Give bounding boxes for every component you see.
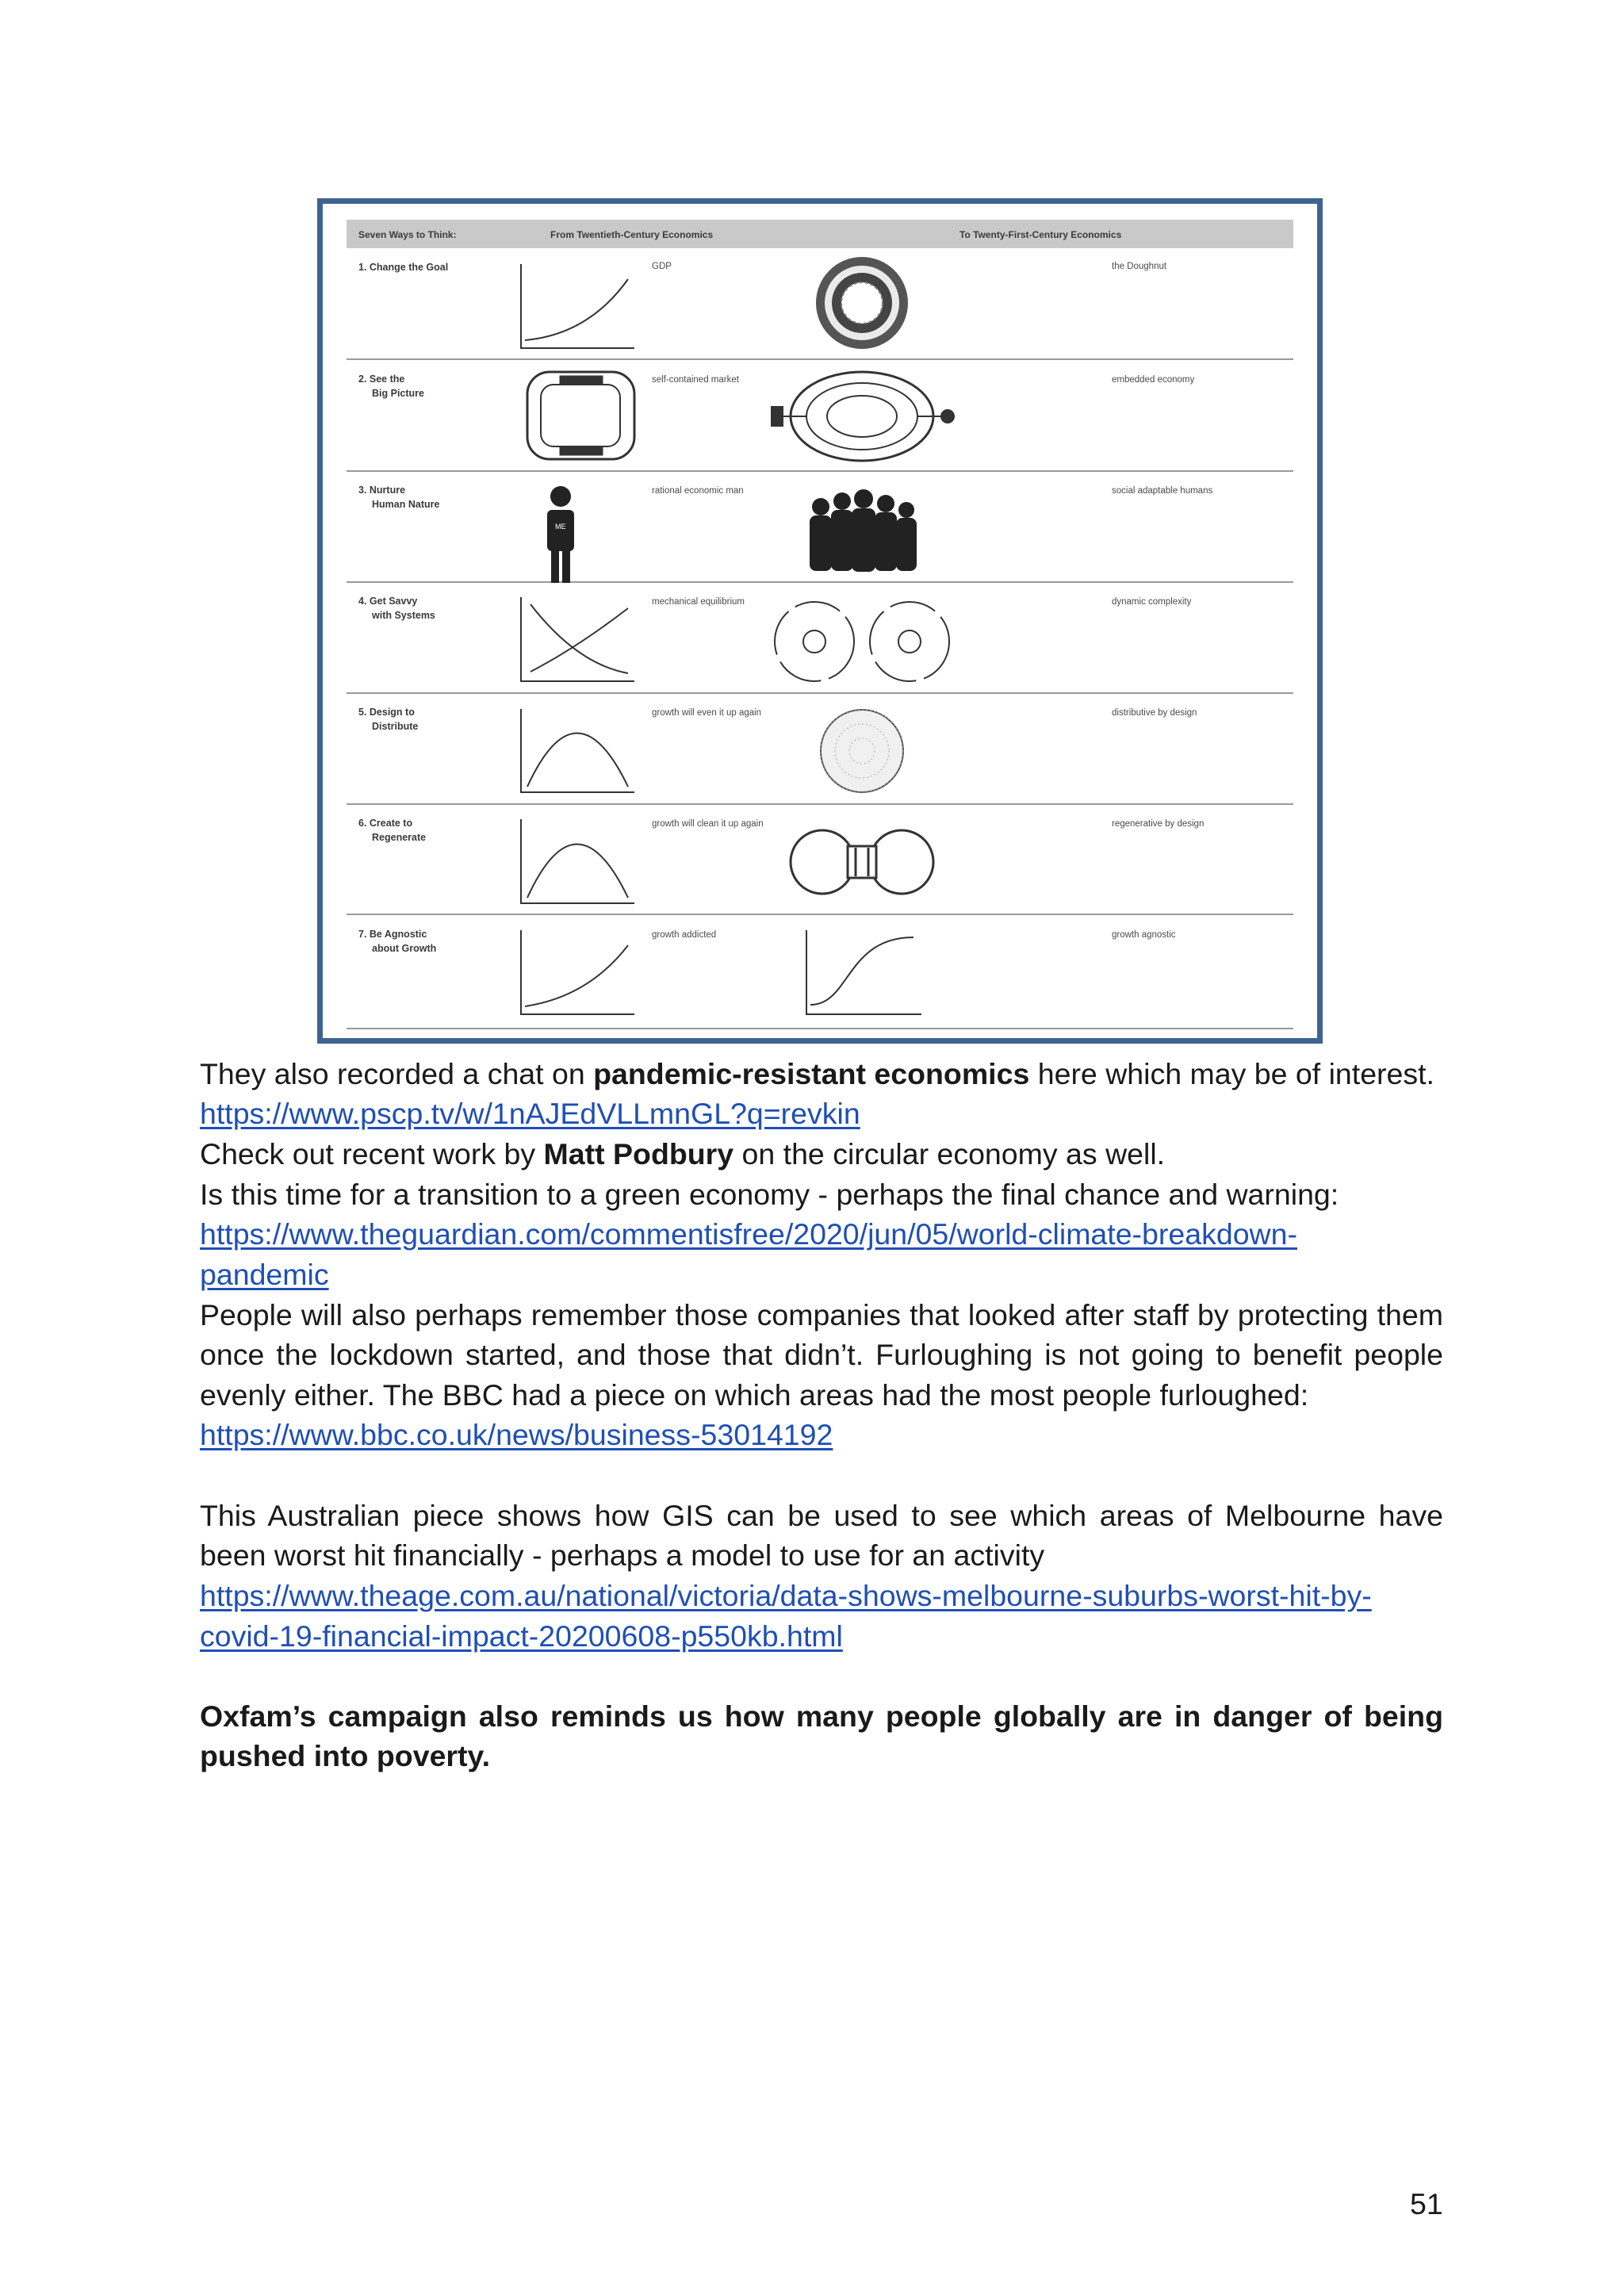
paragraph-furlough-line-3: evenly either. The BBC had a piece on which areas had the most people furloughed: <box>200 1378 1309 1412</box>
theage-link-part-2[interactable]: covid-19-financial-impact-20200608-p550kb.html <box>200 1619 843 1653</box>
figure-header-bar <box>347 220 1293 248</box>
row-7 <box>358 929 1176 1014</box>
guardian-link-part-1[interactable]: https://www.theguardian.com/commentisfree/2020/jun/05/world-climate-breakdown- <box>200 1217 1297 1251</box>
p1-text-end: here which may be of interest. <box>1029 1057 1434 1090</box>
row-7-label-a: 7. Be Agnostic <box>358 929 427 940</box>
row-2-label-b: Big Picture <box>372 388 424 399</box>
doughnut-icon <box>816 257 908 349</box>
p2-bold: Matt Podbury <box>543 1137 734 1170</box>
crowd-icon <box>810 489 917 572</box>
paragraph-furlough-line-2: once the lockdown started, and those that didn’t. Furloughing is not going to benefit people <box>200 1338 1443 1371</box>
row-6-label-b: Regenerate <box>372 832 427 843</box>
row-2-new: embedded economy <box>1112 375 1195 385</box>
paragraph-matt-podbury <box>200 1137 1166 1170</box>
seven-ways-figure-svg <box>323 204 1317 1038</box>
row-6 <box>358 818 1204 903</box>
row-5-new: distributive by design <box>1112 708 1197 718</box>
row-2 <box>358 372 1194 461</box>
link-line-4b <box>200 1619 843 1653</box>
row-4-label-a: 4. Get Savvy <box>358 596 418 607</box>
row-7-old: growth addicted <box>652 930 717 940</box>
paragraph-oxfam-line-2: pushed into poverty. <box>200 1739 490 1772</box>
row-4-old: mechanical equilibrium <box>652 597 745 607</box>
bbc-link[interactable]: https://www.bbc.co.uk/news/business-53014192 <box>200 1418 833 1451</box>
link-line-1 <box>200 1099 860 1129</box>
row-6-label-a: 6. Create to <box>358 818 413 829</box>
row-4-new: dynamic complexity <box>1112 597 1192 607</box>
row-3-label-b: Human Nature <box>372 499 440 510</box>
guardian-link-part-2[interactable]: pandemic <box>200 1258 329 1291</box>
row-5-label-b: Distribute <box>372 721 419 732</box>
row-2-old: self-contained market <box>652 375 739 385</box>
circular-flow-icon <box>527 372 634 459</box>
regenerative-cycles-icon <box>791 830 933 894</box>
link-line-3 <box>200 1420 833 1450</box>
me-label: ME <box>555 523 566 531</box>
row-4-label-b: with Systems <box>372 610 435 621</box>
row-3-new: social adaptable humans <box>1112 486 1213 496</box>
link-line-4a <box>200 1581 1372 1611</box>
row-4 <box>358 596 1192 681</box>
seven-ways-figure <box>317 198 1323 1044</box>
header-col3: To Twenty-First-Century Economics <box>959 229 1122 240</box>
link-line-2a <box>200 1217 1297 1251</box>
network-sphere-icon <box>821 710 903 792</box>
p1-bold: pandemic-resistant economics <box>593 1057 1030 1090</box>
paragraph-pandemic-economics <box>200 1059 1434 1090</box>
row-6-old: growth will clean it up again <box>652 819 764 829</box>
p1-text: They also recorded a chat on <box>200 1057 594 1090</box>
link-line-2b <box>200 1260 329 1290</box>
row-3-old: rational economic man <box>652 486 744 496</box>
p2-text-end: on the circular economy as well. <box>733 1137 1166 1170</box>
row-separators <box>347 359 1293 1029</box>
row-1-new: the Doughnut <box>1112 262 1167 271</box>
embedded-economy-icon <box>772 372 954 461</box>
paragraph-gis-line-2: been worst hit financially - perhaps a model to use for an activity <box>200 1538 1045 1572</box>
row-5-old: growth will even it up again <box>652 708 762 718</box>
header-col1: Seven Ways to Think: <box>358 229 457 240</box>
row-7-new: growth agnostic <box>1112 930 1176 940</box>
row-1-label: 1. Change the Goal <box>358 262 449 273</box>
feedback-loops-icon <box>775 602 949 681</box>
economic-man-icon <box>547 486 574 583</box>
page-number: 51 <box>1410 2187 1443 2220</box>
theage-link-part-1[interactable]: https://www.theage.com.au/national/victoria/data-shows-melbourne-suburbs-worst-hit-by- <box>200 1579 1372 1612</box>
row-7-label-b: about Growth <box>372 943 437 954</box>
row-6-new: regenerative by design <box>1112 819 1205 829</box>
header-col2: From Twentieth-Century Economics <box>550 229 714 240</box>
row-5 <box>358 707 1197 792</box>
paragraph-oxfam-line-1: Oxfam’s campaign also reminds us how many people globally are in danger of being <box>200 1699 1443 1733</box>
row-1-old: GDP <box>652 262 672 271</box>
paragraph-furlough-line-1: People will also perhaps remember those companies that looked after staff by protecting them <box>200 1298 1443 1331</box>
row-3-label-a: 3. Nurture <box>358 485 406 496</box>
paragraph-green-economy: Is this time for a transition to a green economy - perhaps the final chance and warning: <box>200 1178 1339 1211</box>
pscp-link[interactable]: https://www.pscp.tv/w/1nAJEdVLLmnGL?q=revkin <box>200 1097 860 1130</box>
row-5-label-a: 5. Design to <box>358 707 415 718</box>
row-2-label-a: 2. See the <box>358 374 405 385</box>
paragraph-gis-line-1: This Australian piece shows how GIS can be used to see which areas of Melbourne have <box>200 1499 1443 1532</box>
row-3 <box>358 485 1212 583</box>
p2-text: Check out recent work by <box>200 1137 544 1170</box>
row-1 <box>358 257 1167 349</box>
